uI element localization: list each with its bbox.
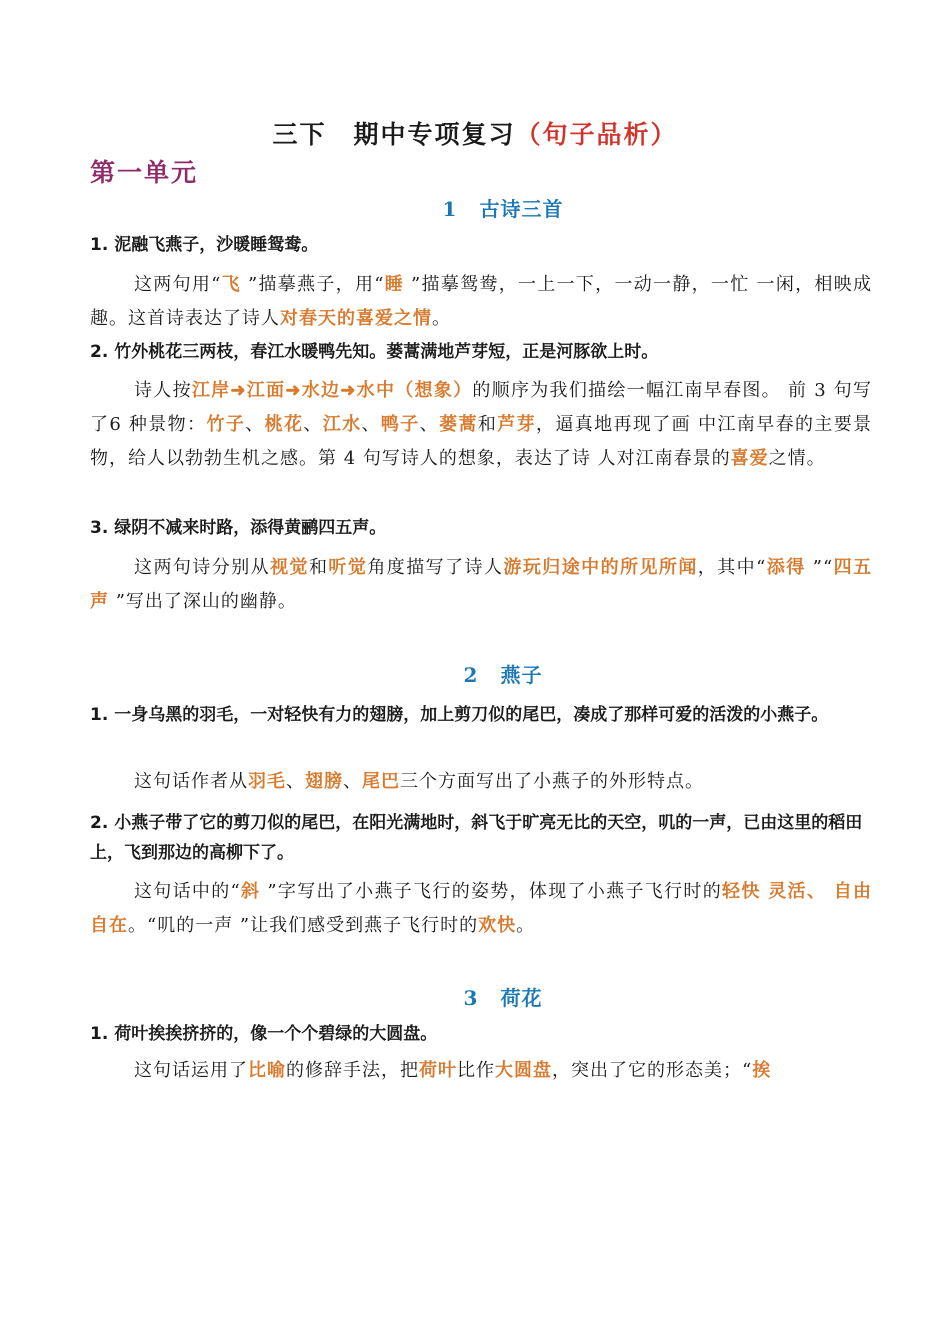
highlight-keyword: 游玩归途中的所见所闻 xyxy=(503,557,698,578)
title-main: 三下 期中专项复习 xyxy=(272,120,516,149)
highlight-keyword: 欢快 xyxy=(478,915,517,936)
highlight-keyword: 四五声 xyxy=(90,557,873,612)
analysis-text: 这两句用“ xyxy=(134,274,222,295)
lesson-number: 1 xyxy=(442,197,458,221)
lesson-name: 燕子 xyxy=(500,663,543,687)
analysis-text: ，突出了它的形态美；“ xyxy=(552,1060,753,1081)
analysis-text: 角度描写了诗人 xyxy=(367,557,504,578)
analysis-paragraph xyxy=(90,1054,872,1088)
analysis-text: ”描摹鸳鸯，一上一下，一动一静，一忙 一闲，相映成趣。这首诗表达了诗人 xyxy=(90,274,872,329)
analysis-paragraph xyxy=(90,374,872,476)
question-sentence: 3. 绿阴不减来时路，添得黄鹂四五声。 xyxy=(90,518,387,538)
lesson-heading xyxy=(0,660,950,690)
highlight-keyword: 视觉 xyxy=(270,557,309,578)
unit-heading: 第一单元 xyxy=(90,158,199,187)
analysis-text: 的顺序为我们描绘一幅江南早春图。 前 3 句写了6 种景物： xyxy=(90,380,872,435)
highlight-keyword: 喜爱 xyxy=(730,448,769,469)
question-sentence: 2. 小燕子带了它的剪刀似的尾巴，在阳光满地时，斜飞于旷亮无比的天空，叽的一声，已由这里的稻田上，飞到那边的高柳下了。 xyxy=(90,813,863,863)
analysis-text: 、 xyxy=(286,771,305,792)
question-sentence: 1. 一身乌黑的羽毛，一对轻快有力的翅膀，加上剪刀似的尾巴，凑成了那样可爱的活泼的小燕子。 xyxy=(90,705,829,725)
analysis-text: ”字写出了小燕子飞行的姿势，体现了小燕子飞行时的 xyxy=(260,881,723,902)
lesson-number: 3 xyxy=(463,986,479,1010)
highlight-keyword: 桃花 xyxy=(264,414,304,435)
analysis-text: 这句话运用了 xyxy=(134,1060,248,1081)
question-sentence: 2. 竹外桃花三两枝，春江水暖鸭先知。蒌蒿满地芦芽短，正是河豚欲上时。 xyxy=(90,342,659,362)
analysis-text: 、 xyxy=(361,414,381,435)
highlight-keyword: 添得 xyxy=(766,557,806,578)
analysis-text: 这句话作者从 xyxy=(134,771,248,792)
analysis-text: ，其中“ xyxy=(697,557,767,578)
highlight-keyword: 荷叶 xyxy=(419,1060,457,1081)
analysis-text: 之情。 xyxy=(768,448,826,469)
analysis-text: 、 xyxy=(419,414,440,435)
highlight-keyword: 飞 xyxy=(221,274,241,295)
analysis-paragraph xyxy=(90,875,872,943)
lesson-heading xyxy=(0,194,950,224)
question-sentence: 1. 荷叶挨挨挤挤的，像一个个碧绿的大圆盘。 xyxy=(90,1024,438,1044)
analysis-text: 三个方面写出了小燕子的外形特点。 xyxy=(400,771,704,792)
highlight-keyword: 蒌蒿 xyxy=(439,414,478,435)
lesson-heading xyxy=(0,983,950,1013)
analysis-text: 和 xyxy=(477,414,498,435)
analysis-text: ”写出了深山的幽静。 xyxy=(109,591,297,612)
highlight-keyword: 翅膀 xyxy=(305,771,343,792)
analysis-text: 、 xyxy=(343,771,362,792)
analysis-text: 。 xyxy=(516,915,536,936)
highlight-keyword: 大圆盘 xyxy=(495,1060,552,1081)
highlight-keyword: 对春天的喜爱之情 xyxy=(280,308,432,329)
analysis-text: 的修辞手法，把 xyxy=(286,1060,419,1081)
highlight-keyword: 羽毛 xyxy=(248,771,286,792)
highlight-keyword: 江水 xyxy=(322,414,362,435)
highlight-keyword: 挨 xyxy=(752,1060,772,1081)
highlight-keyword: 比喻 xyxy=(248,1060,286,1081)
analysis-text: 、 xyxy=(245,414,265,435)
analysis-text: 这句话中的“ xyxy=(134,881,241,902)
highlight-keyword: 芦芽 xyxy=(497,414,536,435)
lesson-number: 2 xyxy=(463,663,479,687)
title-accent: （句子品析） xyxy=(515,120,678,149)
analysis-text: 诗人按 xyxy=(134,380,192,401)
highlight-keyword: 竹子 xyxy=(206,414,246,435)
highlight-keyword: 鸭子 xyxy=(380,414,420,435)
analysis-text: ”描摹燕子，用“ xyxy=(240,274,385,295)
analysis-text: 比作 xyxy=(457,1060,495,1081)
highlight-keyword: 轻快 灵活、 自由 自在 xyxy=(90,881,873,936)
analysis-paragraph xyxy=(90,551,872,619)
analysis-text: 。 xyxy=(432,308,451,329)
analysis-text: ，逼真地再现了画 中江南早春的主要景物，给人以勃勃生机之感。第 4 句写诗人的想象，表达了诗 人对江南春景的 xyxy=(90,414,873,469)
highlight-keyword: 尾巴 xyxy=(362,771,400,792)
highlight-keyword: 斜 xyxy=(240,881,261,902)
analysis-text: 和 xyxy=(308,557,329,578)
lesson-name: 古诗三首 xyxy=(479,197,564,221)
analysis-text: 。“叽的一声 ”让我们感受到燕子飞行时的 xyxy=(128,915,479,936)
analysis-paragraph xyxy=(90,268,872,336)
analysis-text: ”“ xyxy=(805,557,834,578)
question-sentence: 1. 泥融飞燕子，沙暖睡鸳鸯。 xyxy=(90,235,319,255)
page-title xyxy=(0,117,950,153)
analysis-text: 、 xyxy=(303,414,323,435)
analysis-text: 这两句诗分别从 xyxy=(134,557,271,578)
analysis-paragraph xyxy=(90,765,872,799)
lesson-name: 荷花 xyxy=(500,986,543,1010)
highlight-keyword: 睡 xyxy=(384,274,405,295)
highlight-keyword: 江岸➜江面➜水边➜水中（想象） xyxy=(191,380,473,401)
highlight-keyword: 听觉 xyxy=(328,557,368,578)
